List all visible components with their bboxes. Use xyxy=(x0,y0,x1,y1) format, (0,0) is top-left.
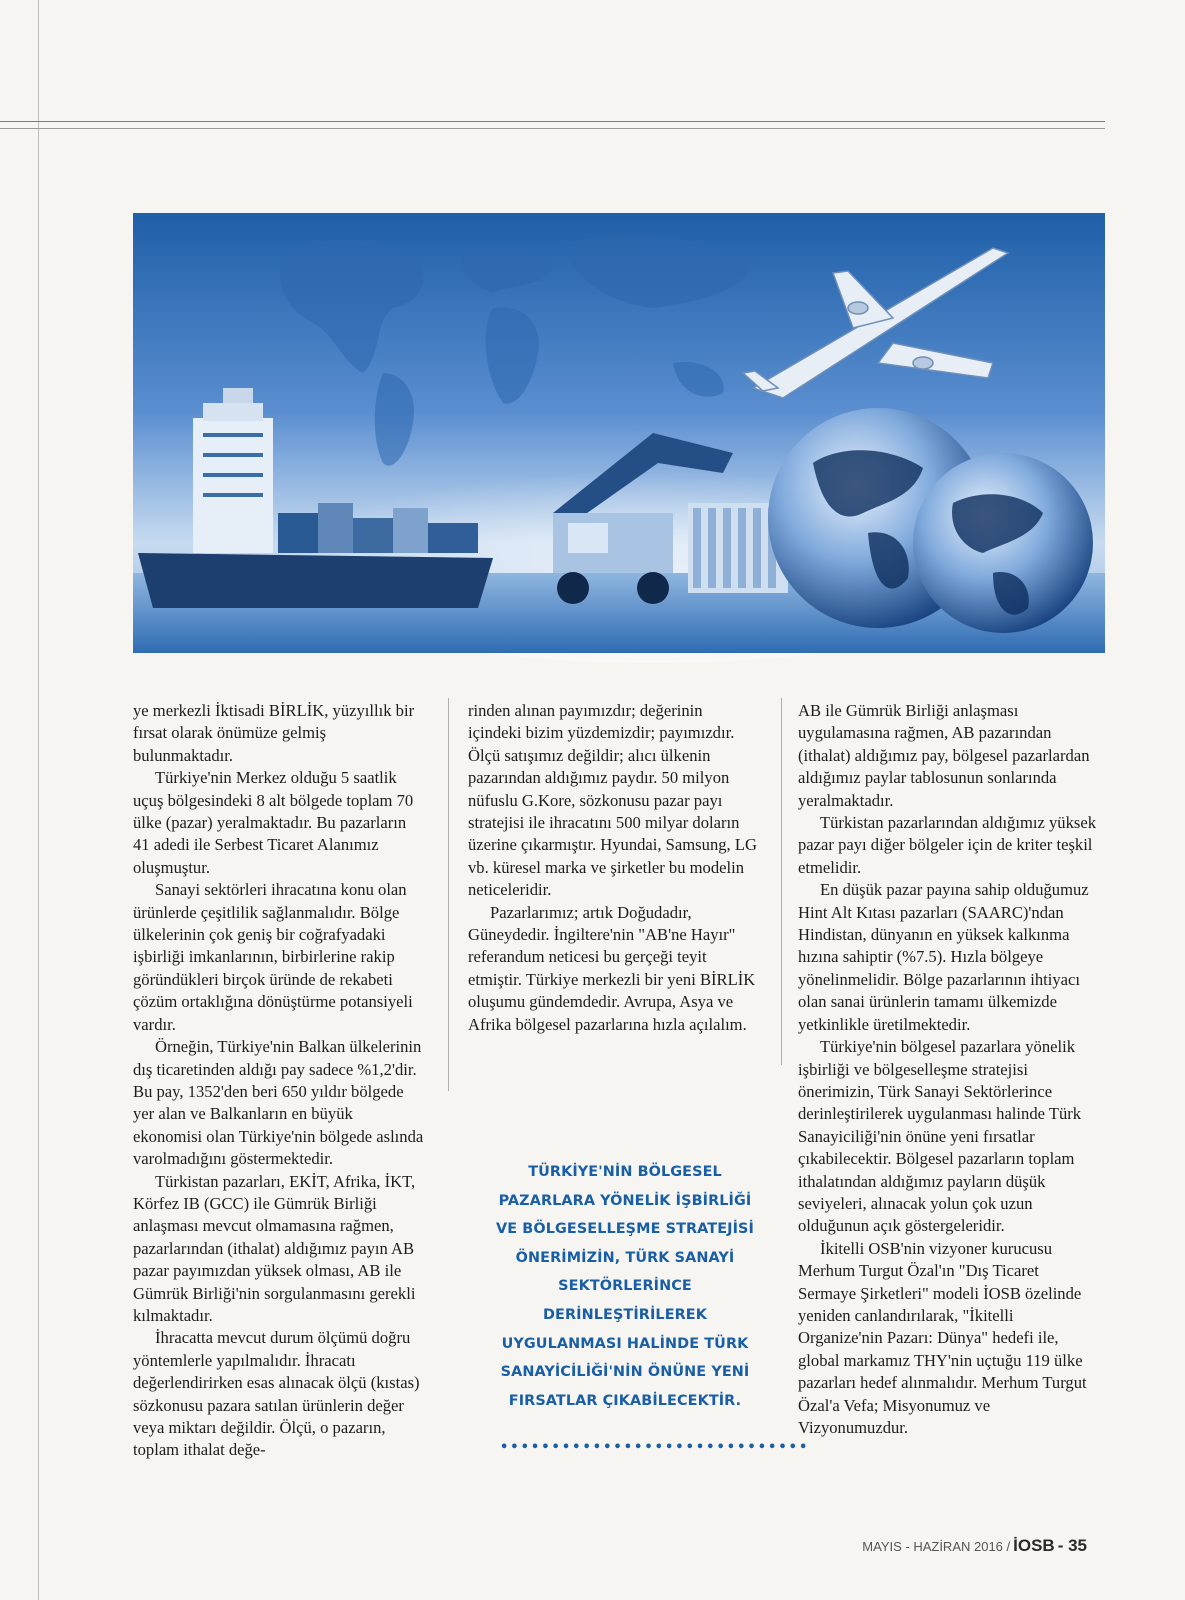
paragraph: AB ile Gümrük Birliği anlaşması uygulamasına rağmen, AB pazarından (ithalat) aldığımız pay, bölgesel pazarlardan aldığımız paylar tablosunun sonlarında yeralmaktadır. xyxy=(798,701,1090,810)
paragraph: Pazarlarımız; artık Doğudadır, Güneydedir. İngiltere'nin "AB'ne Hayır" referandum neticesi bu gerçeği teyit etmiştir. Türkiye merkezli bir yeni BİRLİK oluşumu gündemdedir. Avrupa, Asya ve Afrika bölgesel pazarlarına hızla açılalım. xyxy=(468,902,756,1034)
paragraph: İkitelli OSB'nin vizyoner kurucusu Merhum Turgut Özal'ın "Dış Ticaret Sermaye Şirketleri" modeli İOSB özelinde yeniden canlandırılarak, "İkitelli Organize'nin Pazarı: Dünya" hedefi ile, global markamız THY'nin uçtuğu 119 ülke pazarları hedef alınmalıdır. Merhum Turgut Özal'a Vefa; Misyonumuz ve Vizyonumuzdur. xyxy=(798,1238,1087,1437)
magazine-name: İOSB xyxy=(1013,1536,1055,1555)
paragraph: Türkiye'nin Merkez olduğu 5 saatlik uçuş bölgesindeki 8 alt bölgede toplam 70 ülke (pazar) yeralmaktadır. Bu pazarların 41 adedi ile Serbest Ticaret Alanımız oluşmuştur. xyxy=(133,768,414,877)
column-divider xyxy=(448,698,449,1091)
paragraph: En düşük pazar payına sahip olduğumuz Hint Alt Kıtası pazarları (SAARC)'ndan Hindistan, dünyanın en yüksek kalkınma hızına sahiptir (%7.5). Hızla bölgeye yönelinmelidir. Bölge pazarlarının ihtiyacı olan sanai ürünlerin tamamı ülkemizde yetkinlikle üretilmektedir. xyxy=(798,880,1089,1034)
paragraph: Sanayi sektörleri ihracatına konu olan ürünlerde çeşitlilik sağlanmalıdır. Bölge ülkelerinin çok geniş bir coğrafyadaki işbirliği imkanlarının, birbirlerine rakip göründükleri birçok üründe de rekabeti çözüm ortaklığına dönüştürme potansiyeli vardır. xyxy=(133,880,413,1034)
hero-image xyxy=(133,213,1105,653)
page-number: - 35 xyxy=(1057,1536,1087,1555)
article-column-2 xyxy=(468,700,758,1036)
article-column-1 xyxy=(133,700,425,1462)
page-edge-line xyxy=(38,0,39,1600)
page-footer xyxy=(862,1536,1087,1556)
paragraph: Örneğin, Türkiye'nin Balkan ülkelerinin dış ticaretinden aldığı pay sadece %1,2'dir. Bu pay, 1352'den beri 650 yıldır bölgede yer alan ve Balkanların en büyük ekonomisi olan Türkiye'nin bölgede aslında varolmadığını göstermektedir. xyxy=(133,1037,424,1169)
article-column-3 xyxy=(798,700,1098,1439)
header-rule xyxy=(0,121,1105,122)
column-divider xyxy=(781,698,782,1065)
pull-quote: TÜRKİYE'NİN BÖLGESEL PAZARLARA YÖNELİK İŞBİRLİĞİ VE BÖLGESELLEŞME STRATEJİSİ ÖNERİMİZİN, TÜRK SANAYİ SEKTÖRLERİNCE DERİNLEŞTİRİLEREK UYGULANMASI HALİNDE TÜRK SANAYİCİLİĞİ'NİN ÖNÜNE YENİ FIRSATLAR ÇIKABİLECEKTİR. xyxy=(496,1164,754,1409)
pull-quote-dots: •••••••••••••••••••••••••••••• xyxy=(500,1440,810,1455)
paragraph: rinden alınan payımızdır; değerinin içindeki bizim yüzdemizdir; payımızdır. Ölçü satışımız değildir; alıcı ülkenin pazarından aldığımız paydır. 50 milyon nüfuslu G.Kore, sözkonusu pazar payı stratejisi ile ihracatını 500 milyar doların üzerine çıkarmıştır. Hyundai, Samsung, LG vb. küresel marka ve şirketler bu modelin neticeleridir. xyxy=(468,701,757,900)
header-rule-secondary xyxy=(0,128,1105,129)
issue-date: MAYIS - HAZİRAN 2016 / xyxy=(862,1539,1011,1554)
paragraph: Türkistan pazarlarından aldığımız yüksek pazar payı diğer bölgeler için de kriter teşkil etmelidir. xyxy=(798,813,1097,877)
paragraph: Türkistan pazarları, EKİT, Afrika, İKT, Körfez IB (GCC) ile Gümrük Birliği anlaşması mevcut olmamasına rağmen, pazarlarından (ithalat) aldığımız payın AB pazar payımızdan yüksek olması, AB ile Gümrük Birliği'nin sorgulanmasını gerekli kılmaktadır. xyxy=(133,1171,416,1325)
paragraph: Türkiye'nin bölgesel pazarlara yönelik işbirliği ve bölgeselleşme stratejisi önerimizin, Türk Sanayi Sektörlerince derinleştirilerek uygulanması halinde Türk Sanayiciliği'nin önüne yeni fırsatlar çıkabilecektir. Bölgesel pazarların toplam ithalatından aldığımız payların düşük seviyeleri, alınacak yolun çok uzun olduğunun açık göstergeleridir. xyxy=(798,1037,1082,1236)
paragraph: İhracatta mevcut durum ölçümü doğru yöntemlerle yapılmalıdır. İhracatı değerlendirirken esas alınacak ölçü (kıstas) sözkonusu pazara satılan ürünlerin değer veya miktarı değildir. Ölçü, o pazarın, toplam ithalat değe- xyxy=(133,1328,420,1460)
paragraph: ye merkezli İktisadi BİRLİK, yüzyıllık bir fırsat olarak önümüze gelmiş bulunmaktadır. xyxy=(133,701,415,765)
